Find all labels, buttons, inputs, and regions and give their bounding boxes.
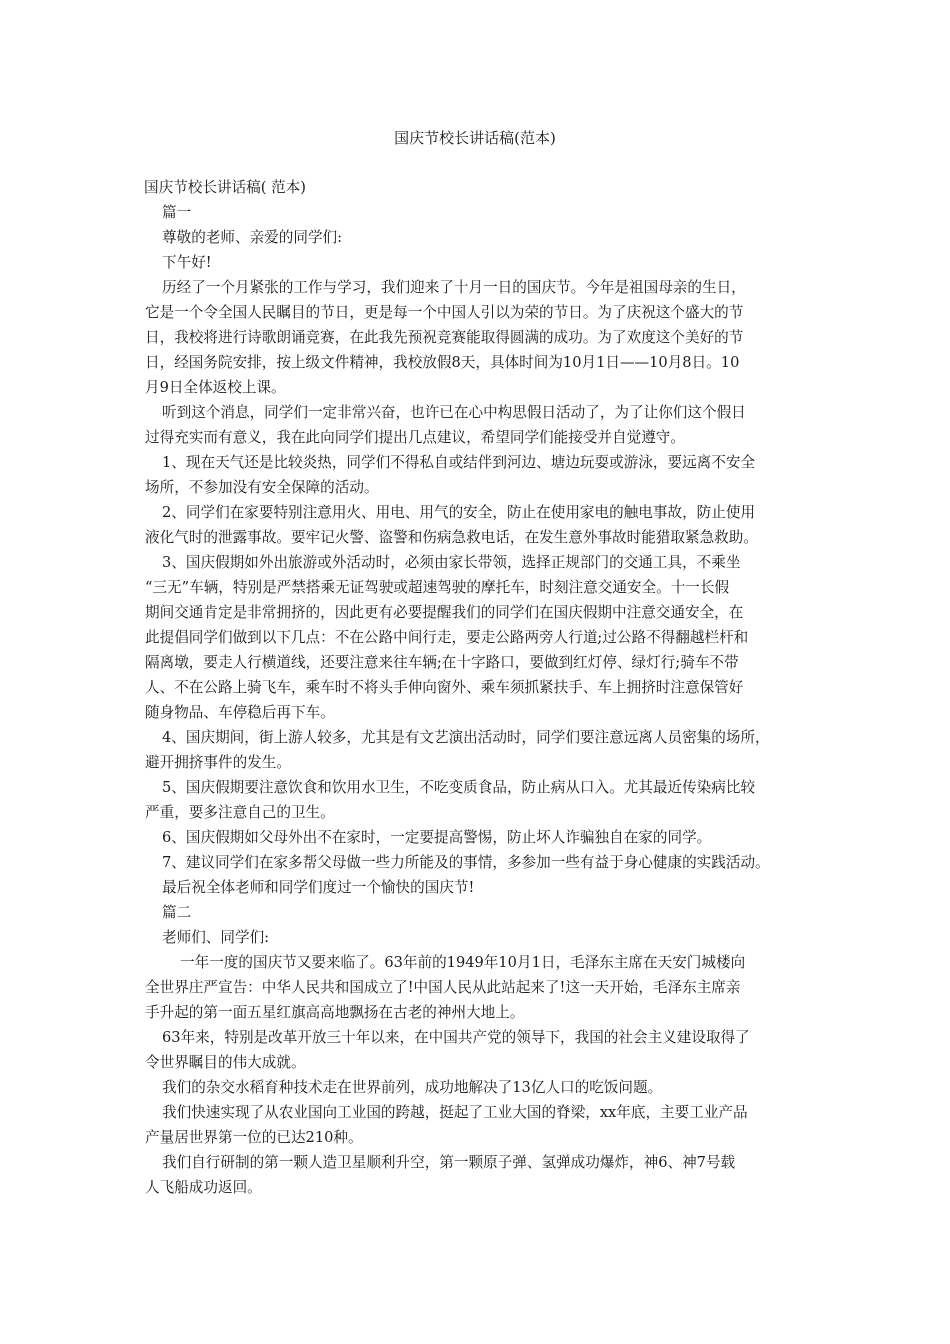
body-line: 避开拥挤事件的发生。	[145, 754, 291, 771]
body-line: 一年一度的国庆节又要来临了。63年前的1949年10月1日，毛泽东主席在天安门城楼向	[180, 954, 746, 971]
body-line: 隔离墩，要走人行横道线，还要注意来往车辆;在十字路口，要做到红灯停、绿灯行;骑车不带	[145, 654, 739, 671]
body-line: 液化气时的泄露事故。要牢记火警、盗警和伤病急救电话，在发生意外事故时能猎取紧急救助。	[145, 529, 758, 546]
body-line: 人、不在公路上骑飞车，乘车时不将头手伸向窗外、乘车须抓紧扶手、车上拥挤时注意保管好	[145, 679, 744, 696]
section-heading: 篇二	[162, 904, 192, 921]
body-line: 期间交通肯定是非常拥挤的，因此更有必要提醒我们的同学们在国庆假期中注意交通安全，在	[145, 604, 744, 621]
body-line: 我们自行研制的第一颗人造卫星顺利升空，第一颗原子弹、氢弹成功爆炸，神6、神7号载	[162, 1154, 736, 1171]
body-line: 令世界瞩目的伟大成就。	[145, 1054, 306, 1071]
body-line: 手升起的第一面五星红旗高高地飘扬在古老的神州大地上。	[145, 1004, 525, 1021]
body-line: 最后祝全体老师和同学们度过一个愉快的国庆节!	[162, 879, 475, 896]
body-line: 听到这个消息，同学们一定非常兴奋，也许已在心中构思假日活动了，为了让你们这个假日	[162, 404, 746, 421]
body-line: 2、同学们在家要特别注意用火、用电、用气的安全，防止在使用家电的触电事故，防止使用	[162, 504, 756, 521]
body-line: 我们的杂交水稻育种技术走在世界前列，成功地解决了13亿人口的吃饭问题。	[162, 1079, 663, 1096]
body-line: 7、建议同学们在家多帮父母做一些力所能及的事情，多参加一些有益于身心健康的实践活动。	[162, 854, 770, 871]
body-line: 1、现在天气还是比较炎热，同学们不得私自或结伴到河边、塘边玩耍或游泳，要远离不安全	[162, 454, 756, 471]
body-line: 我们快速实现了从农业国向工业国的跨越，挺起了工业大国的脊梁，xx年底，主要工业产品	[162, 1104, 748, 1121]
body-line: 5、国庆假期要注意饮食和饮用水卫生，不吃变质食品，防止病从口入。尤其最近传染病比较	[162, 779, 756, 796]
body-line: 月9日全体返校上课。	[145, 379, 286, 396]
body-line: 6、国庆假期如父母外出不在家时，一定要提高警惕，防止坏人诈骗独自在家的同学。	[162, 829, 712, 846]
body-line: 尊敬的老师、亲爱的同学们:	[162, 229, 343, 246]
body-line: 场所，不参加没有安全保障的活动。	[145, 479, 379, 496]
body-line: 过得充实而有意义，我在此向同学们提出几点建议，希望同学们能接受并自觉遵守。	[145, 429, 685, 446]
body-line: 它是一个令全国人民瞩目的节日，更是每一个中国人引以为荣的节日。为了庆祝这个盛大的节	[145, 304, 744, 321]
body-line: 历经了一个月紧张的工作与学习，我们迎来了十月一日的国庆节。今年是祖国母亲的生日，	[162, 279, 746, 296]
body-line: 此提倡同学们做到以下几点：不在公路中间行走，要走公路两旁人行道;过公路不得翻越栏杆和	[145, 629, 749, 646]
body-line: 63年来，特别是改革开放三十年以来，在中国共产党的领导下，我国的社会主义建设取得了	[162, 1029, 750, 1046]
body-line: 人飞船成功返回。	[145, 1179, 262, 1196]
body-line: 下午好!	[162, 254, 212, 271]
body-line: 严重，要多注意自己的卫生。	[145, 804, 335, 821]
body-line: 国庆节校长讲话稿( 范本)	[144, 179, 306, 196]
document-title: 国庆节校长讲话稿(范本)	[394, 129, 556, 147]
body-line: 3、国庆假期如外出旅游或外活动时，必须由家长带领，选择正规部门的交通工具，不乘坐	[162, 554, 741, 571]
section-heading: 篇一	[162, 204, 192, 221]
body-line: 日，经国务院安排，按上级文件精神，我校放假8天，具体时间为10月1日——10月8日。10	[145, 354, 740, 371]
body-line: 全世界庄严宣告：中华人民共和国成立了!中国人民从此站起来了!这一天开始，毛泽东主席亲	[145, 979, 741, 996]
body-line: 产量居世界第一位的已达210种。	[145, 1129, 363, 1146]
body-line: 日，我校将进行诗歌朗诵竞赛，在此我先预祝竞赛能取得圆满的成功。为了欢度这个美好的节	[145, 329, 744, 346]
body-line: 老师们、同学们:	[162, 929, 270, 946]
body-line: “三无”车辆，特别是严禁搭乘无证驾驶或超速驾驶的摩托车，时刻注意交通安全。十一长假	[145, 579, 730, 596]
body-line: 4、国庆期间，街上游人较多，尤其是有文艺演出活动时，同学们要注意远离人员密集的场所，	[162, 729, 770, 746]
body-line: 随身物品、车停稳后再下车。	[145, 704, 335, 721]
